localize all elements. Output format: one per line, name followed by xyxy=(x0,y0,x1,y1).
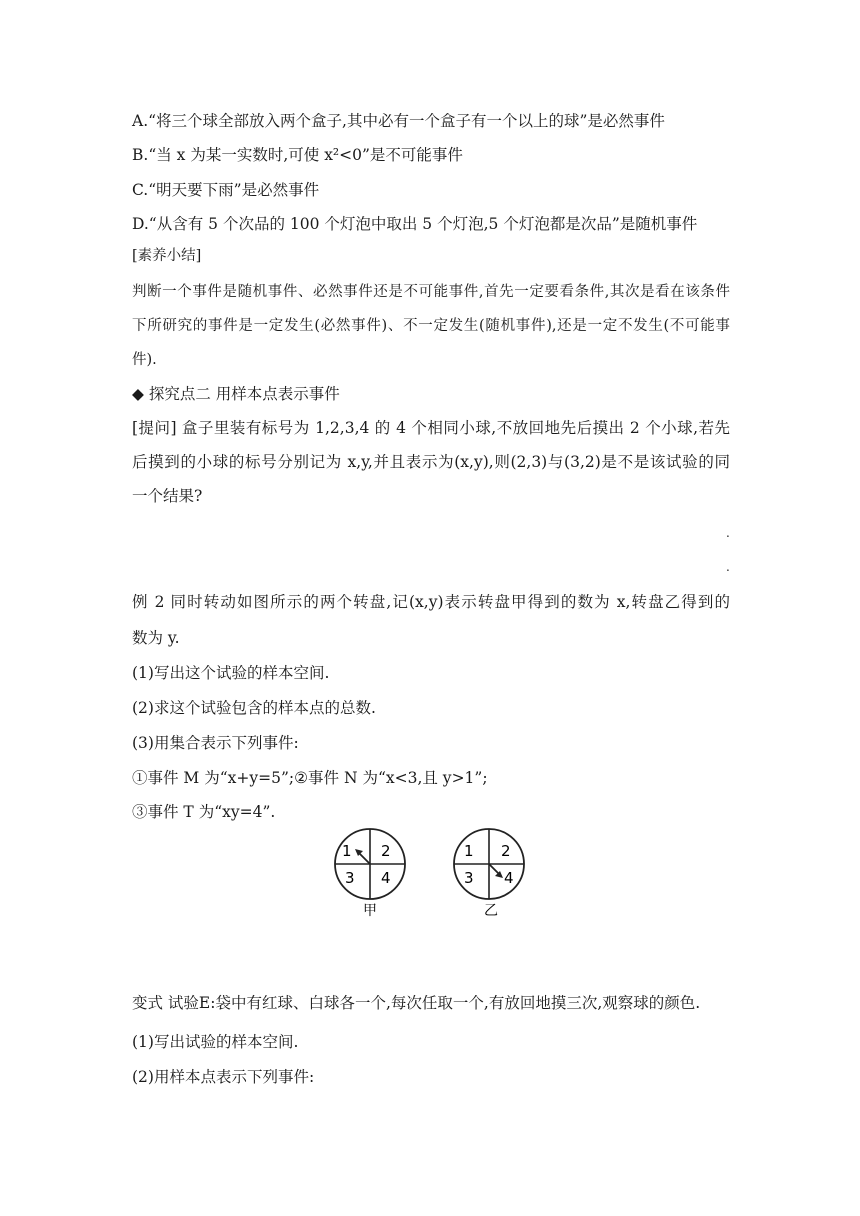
summary-heading: [素养小结] xyxy=(132,248,202,264)
option-a: A.“将三个球全部放入两个盒子,其中必有一个盒子有一个以上的球”是必然事件 xyxy=(132,112,665,130)
spinner-left-caption: 甲 xyxy=(363,903,377,919)
spinner-left-number-4: 4 xyxy=(381,869,391,887)
question-line-1: [提问] 盒子里装有标号为 1,2,3,4 的 4 个相同小球,不放回地先后摸出 2 个小球,若先 xyxy=(132,419,730,437)
spinner-right-number-3: 3 xyxy=(464,869,474,887)
spinner-left-number-2: 2 xyxy=(381,842,391,860)
example-line-1: 例 2 同时转动如图所示的两个转盘,记(x,y)表示转盘甲得到的数为 x,转盘乙得到的 xyxy=(132,593,730,611)
example-event-t: ③事件 T 为“xy=4”. xyxy=(132,803,276,821)
option-d: D.“从含有 5 个次品的 100 个灯泡中取出 5 个灯泡,5 个灯泡都是次品”是随机事件 xyxy=(132,215,698,233)
variant-line-1: 变式 试验E:袋中有红球、白球各一个,每次任取一个,有放回地摸三次,观察球的颜色. xyxy=(132,994,701,1012)
example-part-2: (2)求这个试验包含的样本点的总数. xyxy=(132,699,376,717)
section-heading: ◆ 探究点二 用样本点表示事件 xyxy=(132,385,340,403)
variant-part-2: (2)用样本点表示下列事件: xyxy=(132,1068,315,1086)
question-line-3: 一个结果? xyxy=(132,487,203,505)
spinner-right-number-4: 4 xyxy=(504,869,514,887)
question-line-2: 后摸到的小球的标号分别记为 x,y,并且表示为(x,y),则(2,3)与(3,2)是不是该试验的同 xyxy=(132,453,730,471)
example-part-1: (1)写出这个试验的样本空间. xyxy=(132,664,330,682)
option-c: C.“明天要下雨”是必然事件 xyxy=(132,181,320,199)
example-line-2: 数为 y. xyxy=(132,629,180,647)
spinner-right xyxy=(454,829,524,919)
spinner-right-number-2: 2 xyxy=(501,842,511,860)
spinner-left xyxy=(335,829,405,919)
spinner-right-caption: 乙 xyxy=(484,903,498,919)
answer-mark-2: . xyxy=(726,560,730,574)
spinner-right-number-1: 1 xyxy=(464,842,474,860)
variant-part-1: (1)写出试验的样本空间. xyxy=(132,1033,299,1051)
summary-line-3: 件). xyxy=(132,352,157,368)
example-event-mn: ①事件 M 为“x+y=5”;②事件 N 为“x<3,且 y>1”; xyxy=(132,769,488,787)
example-part-3: (3)用集合表示下列事件: xyxy=(132,734,299,752)
summary-line-1: 判断一个事件是随机事件、必然事件还是不可能事件,首先一定要看条件,其次是看在该条件 xyxy=(132,284,730,300)
answer-mark-1: . xyxy=(726,526,730,540)
spinner-left-number-3: 3 xyxy=(345,869,355,887)
summary-line-2: 下所研究的事件是一定发生(必然事件)、不一定发生(随机事件),还是一定不发生(不可能事 xyxy=(132,318,730,334)
option-b: B.“当 x 为某一实数时,可使 x²<0”是不可能事件 xyxy=(132,146,463,164)
spinner-left-number-1: 1 xyxy=(342,842,352,860)
